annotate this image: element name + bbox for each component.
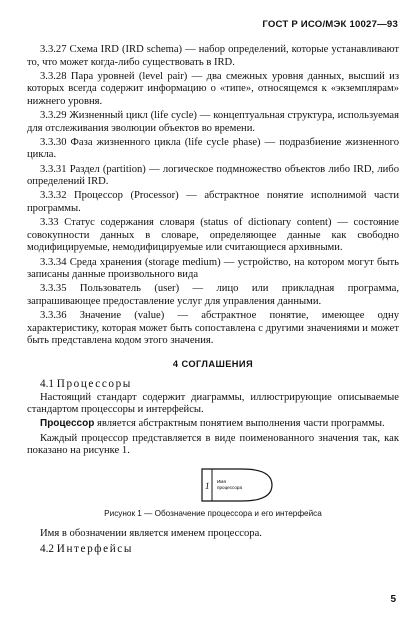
definition-paragraph [27,137,399,162]
document-header: ГОСТ Р ИСО/МЭК 10027—93 [262,19,398,30]
definitions-list [27,44,399,348]
figure-caption: Рисунок 1 — Обозначение процессора и его интерфейса [104,508,322,518]
definition-term: 3.3.30 Фаза жизненного цикла (life cycle phase) [40,136,261,148]
processor-term: Процессор [40,418,95,430]
definition-term: 3.3.35 Пользователь (user) [40,283,180,295]
each-processor-paragraph: Каждый процессор представляется в виде поименованного значения так, как показано на рисунке 1. [27,432,399,457]
definition-paragraph [27,217,399,255]
definition-paragraph [27,44,399,69]
figure-number-label: 1 [205,480,210,491]
intro-paragraph: Настоящий стандарт содержит диаграммы, иллюстрирующие описываемые стандартом процессоры и интерфейсы. [27,391,399,416]
definition-term: 3.3.34 Среда хранения (storage medium) [40,256,221,268]
definition-paragraph [27,190,399,215]
subsection-number: 4.1 [40,378,54,391]
definition-text: — два смежных уровня данных, высший из которых всегда содержит информацию о «типе», относящемся к «экземплярам» нижнего уровня. [27,70,399,107]
subsection-title: Интерфейсы [56,542,133,555]
processor-symbol-diagram [198,465,274,505]
subsection-heading-4-1 [27,378,399,391]
definition-text: — лицо или прикладная программа, запрашивающее предоставление услуг для управления данными. [27,283,399,307]
document-body [27,44,399,556]
definition-term: 3.3.32 Процессор (Processor) [40,190,179,202]
name-paragraph: Имя в обозначении является именем процессора. [40,528,262,540]
page-number: 5 [390,594,396,605]
definition-paragraph [27,257,399,282]
definition-term: 3.3.36 Значение (value) [40,310,165,322]
definition-text: — подразбиение жизненного цикла. [27,136,399,161]
subsection-number: 4.2 [40,542,54,555]
definition-term: 3.3.31 Раздел (partition) [40,163,146,175]
processor-text: является абстрактным понятием выполнения части программы. [94,418,385,430]
definition-term: 3.3.27 Схема IRD (IRD schema) [40,44,183,55]
definition-text: — абстрактное понятие исполнимой части программы. [27,190,399,214]
definition-paragraph [27,71,399,109]
definition-text: — набор определений, которые устанавливают то, что может когда-либо существовать в IRD. [27,44,399,68]
subsection-title: Процессоры [56,378,132,391]
definition-text: — состояние совокупности данных в словаре, определяющее данные как свободно модифицируемые, немодифицируемые или считающиеся архивными. [27,217,400,254]
definition-paragraph [27,310,399,348]
definition-paragraph [27,164,399,189]
definition-text: — устройство, на котором могут быть записаны данные произвольного вида [27,256,399,281]
definition-text: — логическое подмножество объектов либо IRD, либо определений IRD. [27,163,399,188]
figure-1 [27,465,399,505]
definition-paragraph [27,283,399,308]
section-title: 4 СОГЛАШЕНИЯ [172,358,254,369]
figure-inner-text-2: процессора [217,484,243,490]
definition-term: 3.3.29 Жизненный цикл (life cycle) [40,110,197,122]
definition-text: — концептуальная структура, используемая для отслеживания эволюции объектов во времени. [27,110,399,134]
figure-inner-text-1: Имя [217,478,226,484]
definition-text: — абстрактное понятие, имеющее одну характеристику, которая может быть сопоставлена с другими значениями и может быть представлена кодом этого значения. [27,310,399,347]
definition-paragraph [27,110,399,135]
definition-term: 3.33 Статус содержания словаря (status of dictionary content) [40,217,332,229]
processor-paragraph [27,418,399,431]
definition-term: 3.3.28 Пара уровней (level pair) [40,70,188,82]
subsection-heading-4-2 [27,543,399,556]
